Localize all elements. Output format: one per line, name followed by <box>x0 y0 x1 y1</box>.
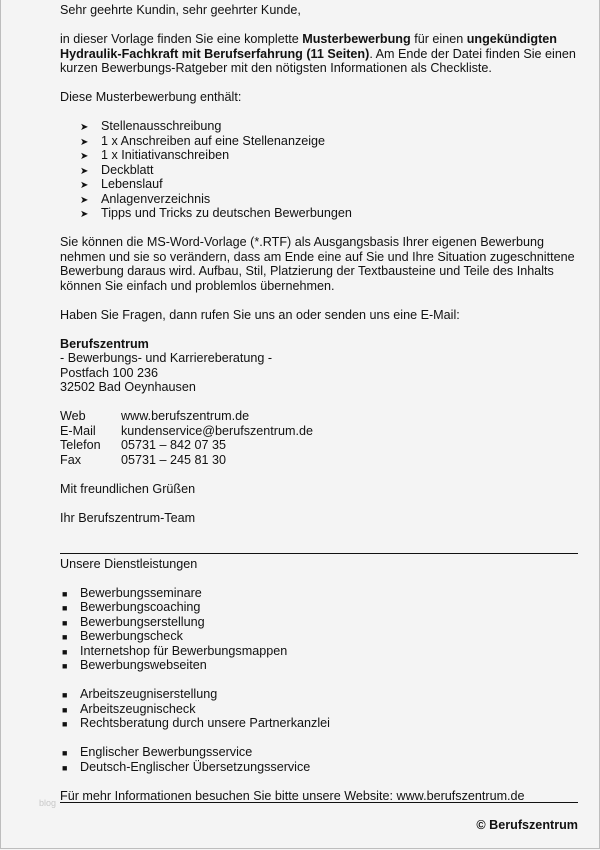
intro-bold: ungekündigten <box>466 32 557 46</box>
list-item: ■ Englischer Bewerbungsservice <box>62 745 253 759</box>
arrow-bullet-icon: ➤ <box>80 180 89 191</box>
city: 32502 Bad Oeynhausen <box>60 380 196 394</box>
services-list-2 <box>60 687 580 731</box>
list-item: ■ Internetshop für Bewerbungsmappen <box>62 643 288 658</box>
intro-text: kurzen Bewerbungs-Ratgeber mit den nötigsten Informationen als Checkliste. <box>60 61 492 75</box>
address-block <box>60 337 580 395</box>
po-box: Postfach 100 236 <box>60 365 159 380</box>
square-bullet-icon: ■ <box>62 588 68 599</box>
arrow-bullet-icon: ➤ <box>80 122 89 133</box>
square-bullet-icon: ■ <box>62 661 68 671</box>
watermark: blog <box>39 798 57 808</box>
questions-text: Haben Sie Fragen, dann rufen Sie uns an oder senden uns eine E-Mail: <box>60 307 460 322</box>
contact-row: Fax 05731 – 245 81 30 <box>60 452 227 467</box>
contact-table <box>60 409 580 467</box>
services-list-3 <box>60 745 580 774</box>
contact-row: Telefon 05731 – 842 07 35 <box>60 438 227 452</box>
closing: Mit freundlichen Grüßen <box>60 481 196 496</box>
arrow-bullet-icon: ➤ <box>80 194 89 206</box>
list-item: ➤ 1 x Anschreiben auf eine Stellenanzeige <box>60 134 580 149</box>
intro-text: . Am Ende der Datei finden Sie einen <box>369 46 576 61</box>
list-item: ■ Bewerbungserstellung <box>62 614 205 629</box>
document-body <box>60 3 580 803</box>
contact-row: Web www.berufszentrum.de <box>60 409 250 423</box>
intro-bold: Musterbewerbung <box>302 32 411 46</box>
services-list-1 <box>60 586 580 673</box>
phone-number: 05731 – 842 07 35 <box>121 438 227 452</box>
email-link[interactable]: kundenservice@berufszentrum.de <box>121 423 313 438</box>
intro-text: für einen <box>410 32 467 46</box>
signature: Ihr Berufszentrum-Team <box>60 510 196 525</box>
list-item: ➤ Anlagenverzeichnis <box>60 192 580 207</box>
square-bullet-icon: ■ <box>62 719 68 729</box>
list-item: ■ Bewerbungsseminare <box>62 585 202 600</box>
square-bullet-icon: ■ <box>62 632 68 642</box>
square-bullet-icon: ■ <box>62 646 68 657</box>
intro-bold: Hydraulik-Fachkraft mit Berufserfahrung (11 Seiten) <box>60 46 370 61</box>
website-link[interactable]: www.berufszentrum.de <box>121 409 250 423</box>
divider-top <box>60 553 578 554</box>
square-bullet-icon: ■ <box>62 603 68 613</box>
list-item: ➤ 1 x Initiativanschreiben <box>60 148 580 163</box>
usage-paragraph: Sie können die MS-Word-Vorlage (*.RTF) als Ausgangsbasis Ihrer eigenen Bewerbung nehmen und sie so verändern, dass am Ende eine auf Sie und Ihre Situation zugeschnittene Bewerbung daraus wird. Aufbau, Stil, Platzierung der Textbausteine und Teile des Inhalts können Sie einfach und problemlos übernehmen. <box>60 235 575 293</box>
list-item: ■ Bewerbungscheck <box>62 629 183 643</box>
list-item: ■ Rechtsberatung durch unsere Partnerkanzlei <box>62 716 330 730</box>
contents-list <box>60 119 580 221</box>
square-bullet-icon: ■ <box>62 617 68 628</box>
list-item: ■ Bewerbungswebseiten <box>62 658 207 672</box>
list-item: ➤ Lebenslauf <box>60 177 580 192</box>
company-subtitle: - Bewerbungs- und Karriereberatung - <box>60 351 273 365</box>
arrow-bullet-icon: ➤ <box>80 209 89 220</box>
square-bullet-icon: ■ <box>62 690 68 700</box>
divider-bottom <box>60 802 578 803</box>
list-item: ➤ Deckblatt <box>60 163 580 178</box>
list-item: ■ Arbeitszeugnischeck <box>62 701 196 716</box>
arrow-bullet-icon: ➤ <box>80 151 89 162</box>
square-bullet-icon: ■ <box>62 704 68 715</box>
fax-number: 05731 – 245 81 30 <box>121 452 227 467</box>
arrow-bullet-icon: ➤ <box>80 165 89 177</box>
list-item: ➤ Tipps und Tricks zu deutschen Bewerbungen <box>60 206 580 221</box>
copyright: © Berufszentrum <box>476 818 578 832</box>
intro-text: in dieser Vorlage finden Sie eine komplette <box>60 32 303 46</box>
arrow-bullet-icon: ➤ <box>80 136 89 148</box>
company-name: Berufszentrum <box>60 336 149 351</box>
contact-row: E-Mail kundenservice@berufszentrum.de <box>60 423 313 438</box>
list-item: ■ Arbeitszeugniserstellung <box>62 687 218 701</box>
list-item: ➤ Stellenausschreibung <box>60 119 580 134</box>
greeting: Sehr geehrte Kundin, sehr geehrter Kunde, <box>60 3 301 17</box>
intro-paragraph <box>60 32 580 76</box>
list-item: ■ Bewerbungscoaching <box>62 600 201 614</box>
contents-heading: Diese Musterbewerbung enthält: <box>60 90 242 104</box>
square-bullet-icon: ■ <box>62 748 68 758</box>
list-item: ■ Deutsch-Englischer Übersetzungsservice <box>62 759 311 774</box>
square-bullet-icon: ■ <box>62 762 68 773</box>
more-info-text: Für mehr Informationen besuchen Sie bitte unsere Website: www.berufszentrum.de <box>60 788 525 803</box>
services-heading: Unsere Dienstleistungen <box>60 556 198 571</box>
